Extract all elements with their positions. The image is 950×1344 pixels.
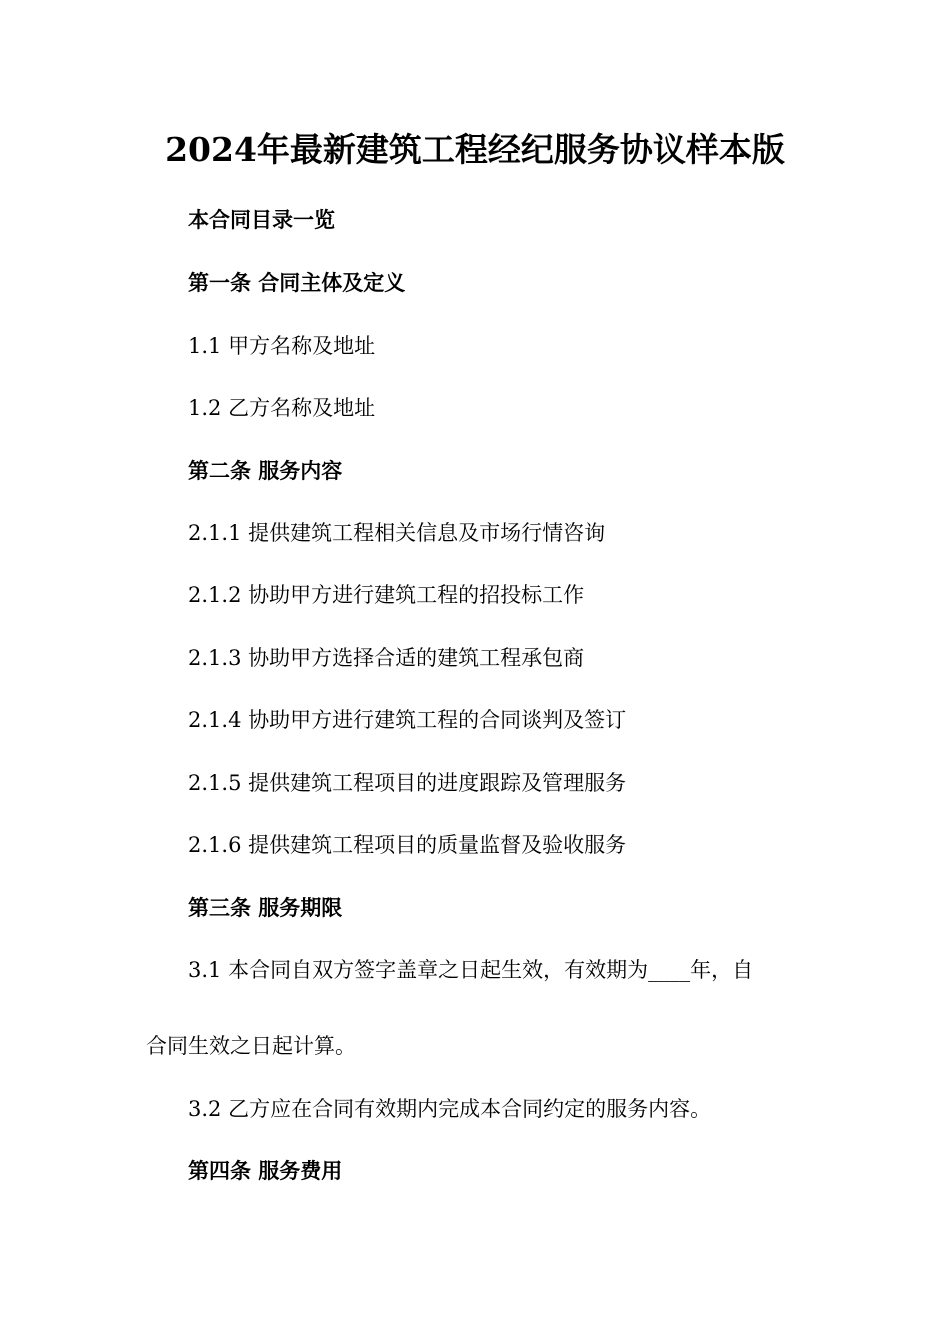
toc-heading: 本合同目录一览 xyxy=(188,207,335,232)
clause-2-1-1: 2.1.1 提供建筑工程相关信息及市场行情咨询 xyxy=(188,521,606,545)
clause-3-1-continued: 合同生效之日起计算。 xyxy=(146,1034,356,1058)
clause-2-1-6: 2.1.6 提供建筑工程项目的质量监督及验收服务 xyxy=(188,833,627,857)
article-2-heading: 第二条 服务内容 xyxy=(188,458,343,483)
article-1-heading: 第一条 合同主体及定义 xyxy=(188,270,406,295)
clause-1-2: 1.2 乙方名称及地址 xyxy=(188,396,376,420)
clause-2-1-2: 2.1.2 协助甲方进行建筑工程的招投标工作 xyxy=(188,583,585,607)
clause-3-1: 3.1 本合同自双方签字盖章之日起生效，有效期为____年，自 xyxy=(188,958,754,982)
clause-1-1: 1.1 甲方名称及地址 xyxy=(188,334,376,358)
clause-3-2: 3.2 乙方应在合同有效期内完成本合同约定的服务内容。 xyxy=(188,1097,712,1121)
clause-2-1-3: 2.1.3 协助甲方选择合适的建筑工程承包商 xyxy=(188,646,585,670)
article-3-heading: 第三条 服务期限 xyxy=(188,895,343,920)
clause-2-1-5: 2.1.5 提供建筑工程项目的进度跟踪及管理服务 xyxy=(188,771,627,795)
document-title: 2024年最新建筑工程经纪服务协议样本版 xyxy=(165,130,785,169)
article-4-heading: 第四条 服务费用 xyxy=(188,1158,343,1183)
clause-2-1-4: 2.1.4 协助甲方进行建筑工程的合同谈判及签订 xyxy=(188,708,627,732)
